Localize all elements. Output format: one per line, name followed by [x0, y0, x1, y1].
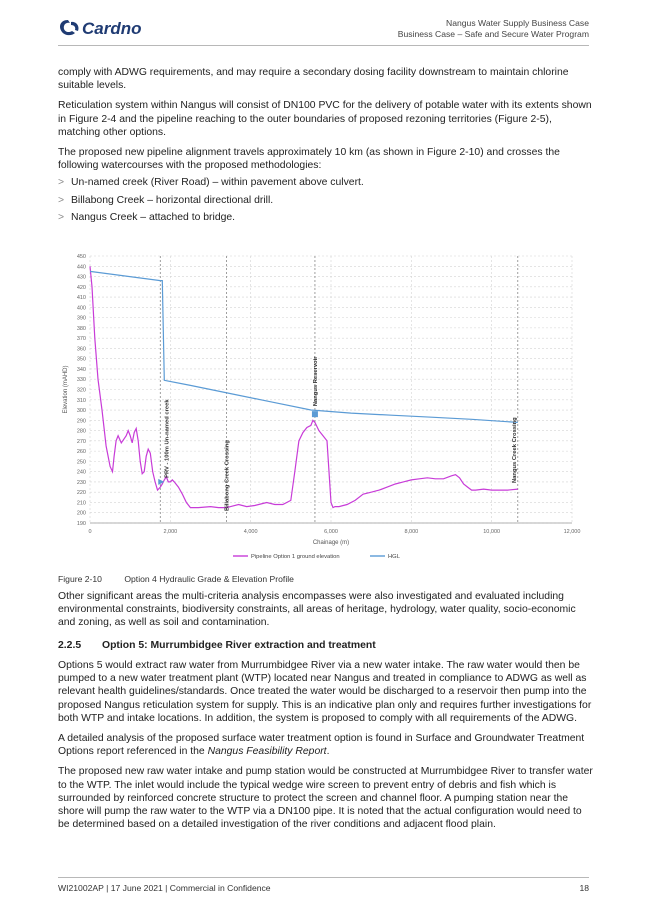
- y-tick-label: 410: [76, 295, 86, 302]
- paragraph: The proposed new raw water intake and pump station would be constructed at Murrumbidgee River to transfer water to the WTP. The inlet would include the typical wedge wire screen to prevent entry of debris and fish which is surrounded by reinforced concrete structure to protect the screen and channel floor. A pumping station near the shore will pump the raw water to the WTP via a DN100 pipe. It is noted that the actual configuration would need to be determined based on a detailed investigation of the river conditions and adjacent flood plain.: [58, 766, 593, 831]
- paragraph: Options 5 would extract raw water from Murrumbidgee River via a new water intake. The raw water would then be pumped to a new water treatment plant (WTP) located near Nangus and treated in compliance to ADWG as well as relevant health guidelines/standards. Once treated the water would be discharged to a reservoir then pump into the proposed Nangus reticulation system for supply. This is an indicative plan only and requires further investigations for both WTP and intake locations. In addition, the system is proposed to comply with all requirements of the ADWG.: [58, 660, 592, 724]
- bullet-item: [58, 194, 594, 207]
- bullet-marker: >: [58, 194, 65, 206]
- x-tick-label: 6,000: [324, 529, 338, 535]
- x-tick-label: 12,000: [563, 529, 581, 535]
- body-text-middle: [58, 590, 594, 630]
- header-divider: [58, 45, 589, 46]
- y-tick-label: 430: [76, 274, 86, 281]
- bullet-item: [58, 176, 594, 189]
- y-tick-label: 330: [76, 377, 86, 384]
- y-axis-label: Elevation (mAHD): [63, 365, 69, 414]
- report-title: Nangus Feasibility Report: [207, 746, 327, 758]
- y-tick-label: 320: [76, 387, 86, 394]
- figure-caption: [58, 574, 314, 584]
- paragraph: comply with ADWG requirements, and may require a secondary dosing facility downstream to maintain chlorine suitable levels.: [58, 67, 569, 92]
- x-axis-label: Chainage (m): [312, 540, 350, 546]
- legend-label: HGL: [388, 554, 400, 560]
- figure-number: Figure 2-10: [58, 574, 102, 584]
- y-tick-label: 280: [76, 428, 86, 435]
- y-tick-label: 230: [76, 479, 86, 486]
- header-title-line1: Nangus Water Supply Business Case: [446, 18, 589, 28]
- bullet-text: Billabong Creek – horizontal directional drill.: [71, 194, 274, 206]
- y-tick-label: 270: [76, 438, 86, 445]
- y-tick-label: 220: [76, 490, 86, 497]
- x-tick-label: 0: [88, 529, 92, 535]
- cardno-logo: [58, 17, 173, 39]
- x-tick-label: 2,000: [163, 529, 178, 535]
- y-tick-label: 350: [76, 356, 86, 363]
- bullet-text: Nangus Creek – attached to bridge.: [71, 211, 236, 223]
- figure-title: Option 4 Hydraulic Grade & Elevation Profile: [124, 574, 294, 584]
- y-tick-label: 420: [76, 284, 86, 291]
- footer-divider: [58, 877, 589, 878]
- y-tick-label: 210: [76, 500, 86, 507]
- elevation-profile-chart: [58, 248, 592, 570]
- bullet-item: [58, 211, 594, 224]
- section-title: Option 5: Murrumbidgee River extraction and treatment: [102, 640, 376, 651]
- bullet-marker: >: [58, 211, 65, 223]
- marker-label: PRV - 100m Un-named creek: [164, 399, 171, 478]
- document-header: [398, 18, 589, 40]
- x-tick-label: 4,000: [243, 529, 258, 535]
- y-tick-label: 340: [76, 366, 86, 373]
- y-tick-label: 300: [76, 408, 86, 415]
- y-tick-label: 240: [76, 469, 86, 476]
- y-tick-label: 400: [76, 305, 86, 312]
- marker-label: Nangus Reservoir: [312, 356, 319, 407]
- y-tick-label: 310: [76, 397, 86, 404]
- y-tick-label: 260: [76, 449, 86, 456]
- y-tick-label: 380: [76, 325, 86, 332]
- body-text-top: [58, 66, 594, 224]
- marker-label: Billabong Creek Crossing: [224, 440, 231, 511]
- section-heading: [58, 640, 376, 651]
- section-number: 2.2.5: [58, 640, 82, 651]
- paragraph: Reticulation system within Nangus will consist of DN100 PVC for the delivery of potable water with its extents shown in Figure 2-4 and the pipeline reaching to the outer boundaries of proposed rezoning territories (Figure 2-5), matching other options.: [58, 100, 592, 138]
- prv-marker: [158, 479, 164, 485]
- reservoir-marker: [312, 411, 318, 417]
- body-text-bottom: [58, 659, 594, 831]
- paragraph: Other significant areas the multi-criteria analysis encompasses were also investigated and evaluated including environmental constraints, biodiversity constraints, all areas of heritage, hydrology, water quality, socio-economic and zoning, as well as soil and contamination.: [58, 591, 576, 629]
- y-tick-label: 370: [76, 336, 86, 343]
- bullet-marker: >: [58, 177, 65, 189]
- footer-text: WI21002AP | 17 June 2021 | Commercial in Confidence: [58, 883, 271, 893]
- marker-label: Nangus Creek Crossing: [511, 417, 518, 483]
- y-tick-label: 450: [76, 254, 86, 260]
- page-number: 18: [579, 883, 589, 893]
- legend-label: Pipeline Option 1 ground elevation: [251, 554, 340, 560]
- y-tick-label: 200: [76, 510, 86, 517]
- header-title-line2: Business Case – Safe and Secure Water Program: [397, 29, 589, 39]
- bullet-text: Un-named creek (River Road) – within pavement above culvert.: [71, 177, 364, 189]
- y-tick-label: 190: [76, 521, 86, 527]
- y-tick-label: 390: [76, 315, 86, 322]
- paragraph: A detailed analysis of the proposed surface water treatment option is found in Surface and Groundwater Treatment Options report referenced in the Nangus Feasibility Report.: [58, 733, 585, 758]
- y-tick-label: 360: [76, 346, 86, 353]
- logo-text: Cardno: [82, 19, 142, 38]
- y-tick-label: 250: [76, 459, 86, 466]
- y-tick-label: 440: [76, 264, 86, 271]
- y-tick-label: 290: [76, 418, 86, 425]
- x-tick-label: 8,000: [404, 529, 419, 535]
- paragraph: The proposed new pipeline alignment travels approximately 10 km (as shown in Figure 2-10) and crosses the following watercourses with the proposed methodologies:: [58, 147, 560, 172]
- x-tick-label: 10,000: [483, 529, 501, 535]
